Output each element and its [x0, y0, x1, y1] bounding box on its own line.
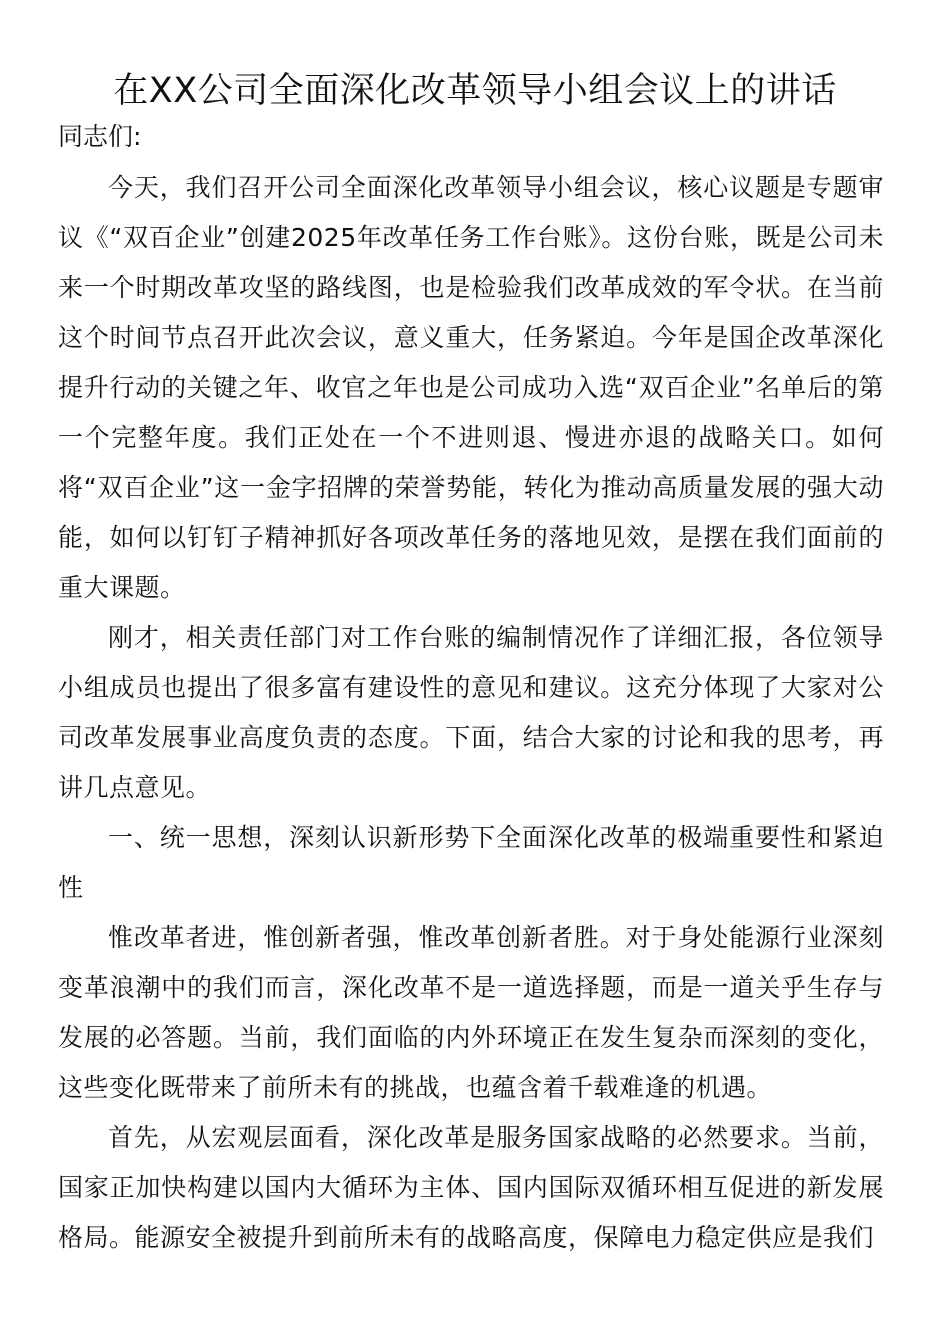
document-body	[58, 163, 884, 1263]
paragraph-reform: 惟改革者进，惟创新者强，惟改革创新者胜。对于身处能源行业深刻变革浪潮中的我们而言，深化改革不是一道选择题，而是一道关乎生存与发展的必答题。当前，我们面临的内外环境正在发生复杂而深刻的变化，这些变化既带来了前所未有的挑战，也蕴含着千载难逢的机遇。	[58, 923, 884, 1102]
document-title: 在XX公司全面深化改革领导小组会议上的讲话	[113, 71, 837, 111]
paragraph-report: 刚才，相关责任部门对工作台账的编制情况作了详细汇报，各位领导小组成员也提出了很多富有建设性的意见和建议。这充分体现了大家对公司改革发展事业高度负责的态度。下面，结合大家的讨论和我的思考，再讲几点意见。	[58, 623, 884, 802]
greeting: 同志们:	[58, 122, 142, 151]
section-heading-1: 一、统一思想，深刻认识新形势下全面深化改革的极端重要性和紧迫性	[58, 823, 884, 902]
paragraph-intro: 今天，我们召开公司全面深化改革领导小组会议，核心议题是专题审议《“双百企业”创建2025年改革任务工作台账》。这份台账，既是公司未来一个时期改革攻坚的路线图，也是检验我们改革成效的军令状。在当前这个时间节点召开此次会议，意义重大，任务紧迫。今年是国企改革深化提升行动的关键之年、收官之年也是公司成功入选“双百企业”名单后的第一个完整年度。我们正处在一个不进则退、慢进亦退的战略关口。如何将“双百企业”这一金字招牌的荣誉势能，转化为推动高质量发展的强大动能，如何以钉钉子精神抓好各项改革任务的落地见效，是摆在我们面前的重大课题。	[58, 173, 884, 602]
paragraph-macro: 首先，从宏观层面看，深化改革是服务国家战略的必然要求。当前，国家正加快构建以国内大循环为主体、国内国际双循环相互促进的新发展格局。能源安全被提升到前所未有的战略高度，保障电力稳定供应是我们	[58, 1123, 884, 1252]
